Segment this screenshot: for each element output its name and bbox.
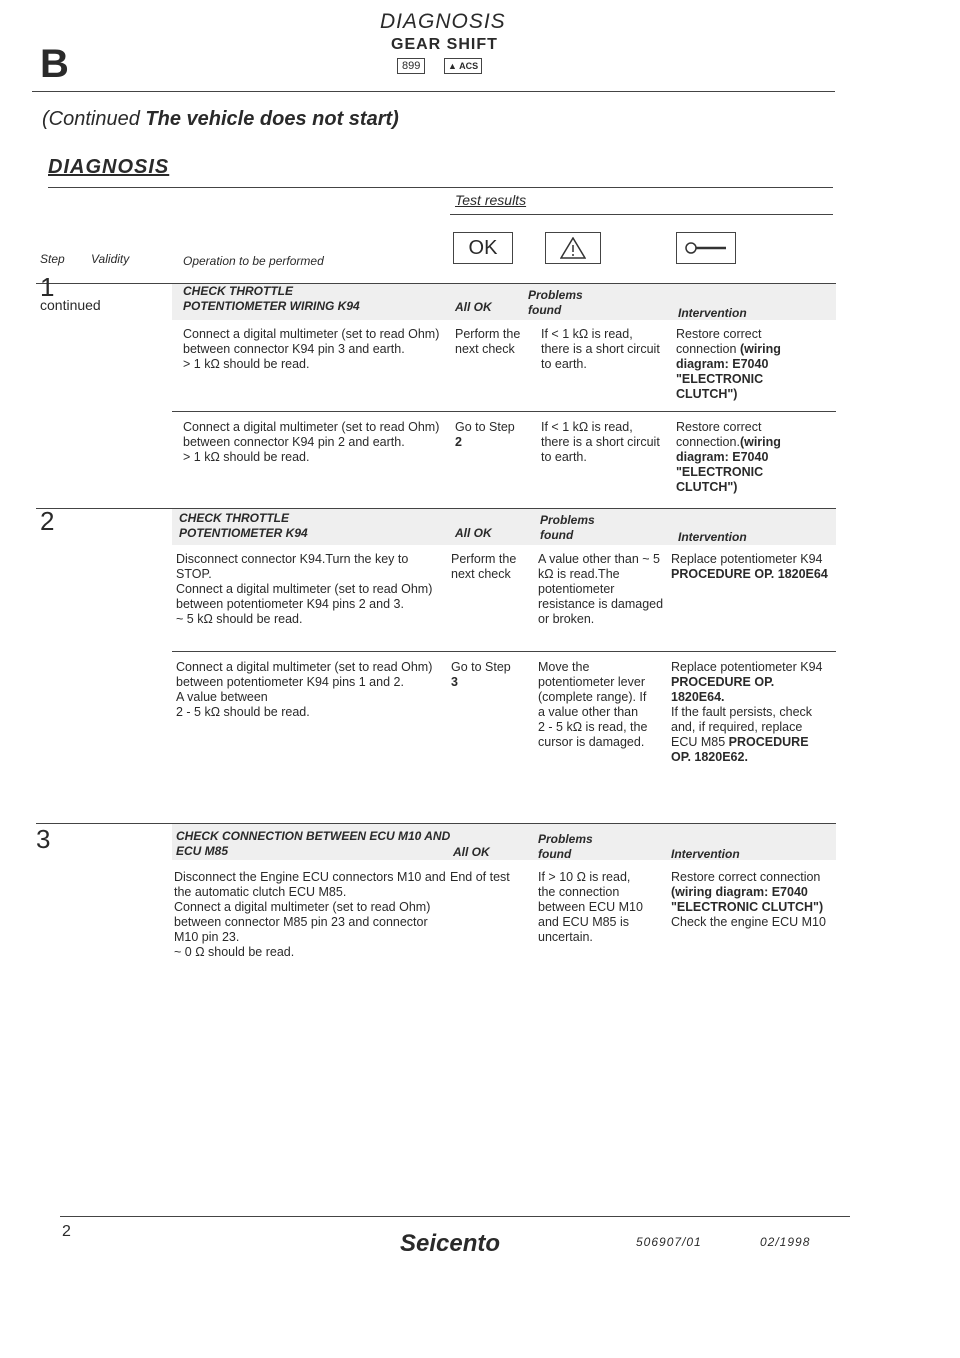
step-1-check-2-problem: If < 1 kΩ is read, there is a short circuit to earth.	[541, 420, 660, 464]
step-2-check-1-operation: Disconnect connector K94.Turn the key to STOP. Connect a digital multimeter (set to read Ohm) between potentiometer K94 pins 2 and 3. ~ 5 kΩ should be read.	[176, 552, 433, 626]
step-2-check-2-operation: Connect a digital multimeter (set to read Ohm) between potentiometer K94 pins 1 and 2. A value between 2 - 5 kΩ should be read.	[176, 660, 433, 719]
step-2-check-2-intervention-text-2: If the fault persists, check and, if required, replace ECU M85	[671, 705, 813, 749]
test-results-rule	[450, 214, 833, 215]
step-1-number: 1	[40, 272, 55, 302]
step-2-number: 2	[40, 506, 55, 536]
header-badge	[444, 58, 482, 74]
step-1-check-title: CHECK THROTTLE POTENTIOMETER WIRING K94	[183, 284, 360, 313]
warning-symbol	[545, 232, 601, 264]
step-1-check-2-operation: Connect a digital multimeter (set to read Ohm) between connector K94 pin 2 and earth. > 1 kΩ should be read.	[183, 420, 440, 464]
col-operation: Operation to be performed	[183, 254, 324, 268]
step-1-intervention-label: Intervention	[678, 306, 747, 320]
step-3-check-1-ok: End of test	[450, 870, 510, 884]
footer-rule	[60, 1216, 850, 1217]
step-1-check-1-problem: If < 1 kΩ is read, there is a short circuit to earth.	[541, 327, 660, 371]
step-3-check-1-intervention-bold: (wiring diagram: E7040 "ELECTRONIC CLUTCH")	[671, 885, 824, 914]
step-2-all-ok: All OK	[455, 526, 492, 540]
diagnosis-heading: DIAGNOSIS	[48, 156, 170, 178]
step-2-check-2-intervention-text: Replace potentiometer K94	[671, 660, 823, 674]
footer-doc-code: 506907/01	[636, 1235, 702, 1249]
footer-page-number: 2	[62, 1223, 71, 1240]
step-1-check-2-ok-step: 2	[455, 435, 462, 449]
step-3-check-1-intervention-text-2: Check the engine ECU M10	[671, 915, 826, 929]
warning-icon	[560, 237, 586, 259]
step-2-check-2-ok-text: Go to Step	[451, 660, 511, 674]
step-3-problems-found: Problems found	[538, 832, 593, 861]
step-1-check-1-intervention-bold: (wiring diagram: E7040 "ELECTRONIC CLUTCH")	[676, 342, 781, 401]
header-subtitle: GEAR SHIFT	[391, 36, 498, 53]
step-2-check-2-intervention	[671, 660, 829, 765]
continued-title-prefix: (Continued	[42, 108, 146, 130]
test-results-label: Test results	[455, 192, 527, 208]
step-2-check-title: CHECK THROTTLE POTENTIOMETER K94	[179, 511, 308, 540]
step-1-check-2-intervention-text: Restore correct connection.	[676, 420, 762, 449]
step-1-check-1-intervention-text: Restore correct connection	[676, 327, 762, 356]
header-rule	[32, 91, 835, 92]
step-3-check-1-operation: Disconnect the Engine ECU connectors M10 and the automatic clutch ECU M85. Connect a digital multimeter (set to read Ohm) between connector M85 pin 23 and connector M10 pin 23. ~ 0 Ω should be read.	[174, 870, 446, 959]
step-1-check-2-intervention	[676, 420, 816, 495]
step-1-all-ok: All OK	[455, 300, 492, 314]
section-letter: B	[40, 42, 69, 86]
step-2-check-2-intervention-bold-2: PROCEDURE OP. 1820E62.	[671, 735, 809, 764]
step-2-check-2-ok	[451, 660, 535, 690]
step-1-check-2-ok-text: Go to Step	[455, 420, 515, 434]
wrench-icon	[684, 241, 728, 255]
step-3-all-ok: All OK	[453, 845, 490, 859]
step-1-check-1-operation: Connect a digital multimeter (set to read Ohm) between connector K94 pin 3 and earth. > 1 kΩ should be read.	[183, 327, 440, 371]
col-step: Step	[40, 252, 65, 266]
step-2-check-2-ok-step: 3	[451, 675, 458, 689]
step-2-check-2-intervention-bold: PROCEDURE OP. 1820E64.	[671, 675, 775, 704]
step-2-check-1-ok: Perform the next check	[451, 552, 517, 581]
ok-symbol-label: OK	[468, 236, 498, 259]
step-3-intervention-label: Intervention	[671, 847, 740, 861]
step-2-problems-found: Problems found	[540, 513, 595, 542]
wrench-symbol	[676, 232, 736, 264]
step-2-check-1-intervention-text: Replace potentiometer K94	[671, 552, 823, 566]
step-1-check-2-intervention-bold: (wiring diagram: E7040 "ELECTRONIC CLUTCH")	[676, 435, 781, 494]
step-1-validity: continued	[40, 297, 101, 313]
step-1-check-2-ok	[455, 420, 535, 450]
step-3-check-1-intervention	[671, 870, 829, 930]
header-badge-label: ACS	[459, 61, 479, 71]
step-3-check-1-intervention-text: Restore correct connection	[671, 870, 821, 884]
step-1-check-1-ok: Perform the next check	[455, 327, 521, 356]
ok-symbol	[453, 232, 513, 264]
step-2-check-1-intervention	[671, 552, 829, 582]
footer-date: 02/1998	[760, 1235, 811, 1249]
diagnosis-rule	[48, 187, 833, 188]
step-3-check-1-problem: If > 10 Ω is read, the connection between ECU M10 and ECU M85 is uncertain.	[538, 870, 643, 944]
step-1-problems-found: Problems found	[528, 288, 583, 317]
step-2-check-1-problem: A value other than ~ 5 kΩ is read.The potentiometer resistance is damaged or broken.	[538, 552, 664, 626]
footer-brand: Seicento	[400, 1230, 501, 1257]
continued-title	[42, 108, 399, 131]
header-title: DIAGNOSIS	[380, 10, 506, 33]
col-validity: Validity	[91, 252, 130, 266]
step-2-intervention-label: Intervention	[678, 530, 747, 544]
step-1-check-1-intervention	[676, 327, 816, 402]
step-3-number: 3	[36, 824, 51, 854]
step-2-divider	[172, 651, 836, 652]
step-2-check-1-intervention-bold: PROCEDURE OP. 1820E64	[671, 567, 828, 581]
step-1-divider	[172, 411, 836, 412]
step-3-check-title: CHECK CONNECTION BETWEEN ECU M10 AND ECU M85	[176, 829, 451, 858]
header-code: 899	[397, 58, 425, 74]
continued-title-bold: The vehicle does not start)	[145, 108, 399, 130]
car-icon: ▲	[448, 61, 457, 71]
step-2-check-2-problem: Move the potentiometer lever (complete range). If a value other than 2 - 5 kΩ is read, the cursor is damaged.	[538, 660, 648, 749]
